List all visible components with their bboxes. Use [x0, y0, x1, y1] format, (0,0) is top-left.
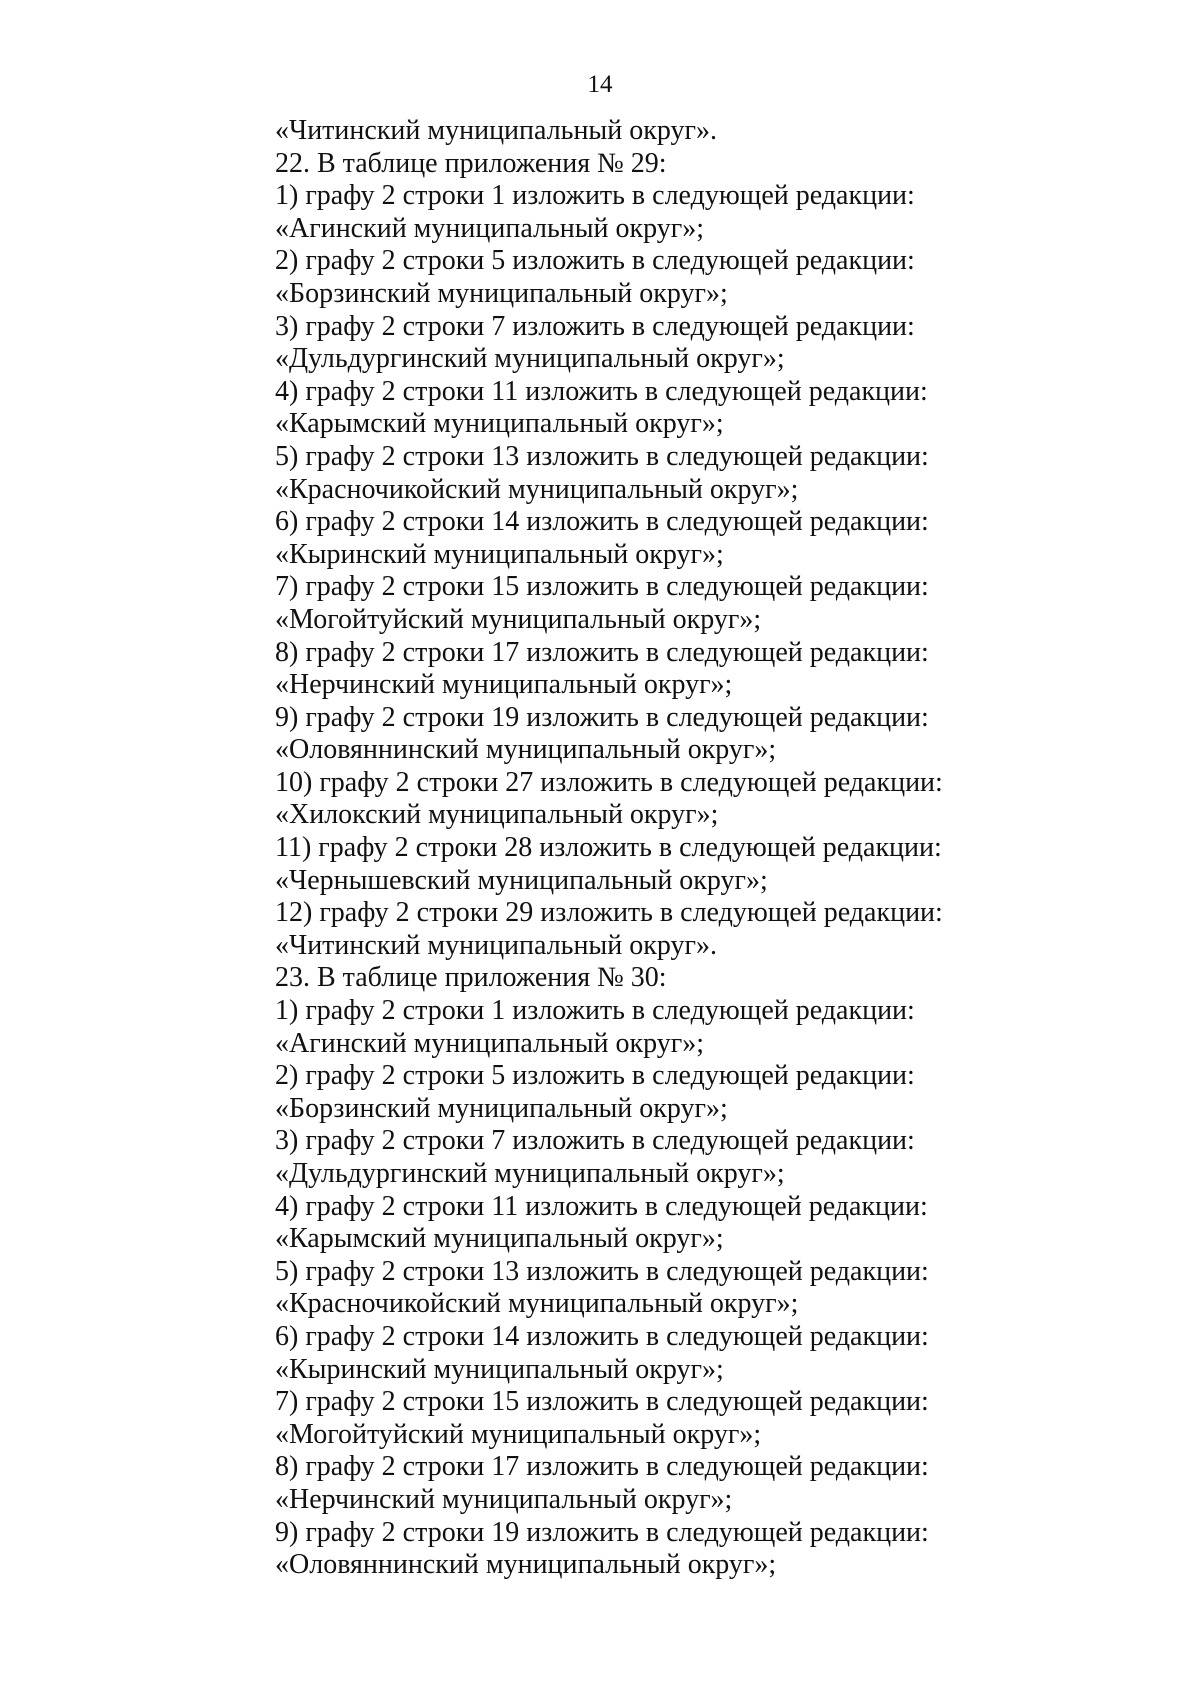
text-line: «Читинский муниципальный округ».: [275, 929, 717, 961]
text-line: «Борзинский муниципальный округ»;: [275, 1092, 728, 1124]
text-line: «Агинский муниципальный округ»;: [275, 212, 705, 244]
text-line: 9) графу 2 строки 19 изложить в следующей редакции:: [275, 701, 929, 733]
text-line: «Борзинский муниципальный округ»;: [275, 277, 728, 309]
text-line: 3) графу 2 строки 7 изложить в следующей редакции:: [275, 1125, 915, 1157]
text-line: 10) графу 2 строки 27 изложить в следующей редакции:: [275, 766, 943, 798]
text-line: «Читинский муниципальный округ».: [275, 115, 717, 146]
text-line: 1) графу 2 строки 1 изложить в следующей редакции:: [275, 995, 915, 1027]
text-line: 8) графу 2 строки 17 изложить в следующей редакции:: [275, 1451, 929, 1483]
text-line: 3) графу 2 строки 7 изложить в следующей редакции:: [275, 310, 915, 342]
text-line: 1) графу 2 строки 1 изложить в следующей редакции:: [275, 180, 915, 212]
text-line: 6) графу 2 строки 14 изложить в следующей редакции:: [275, 506, 929, 538]
text-line: «Красночикойский муниципальный округ»;: [275, 1288, 799, 1320]
text-line: «Карымский муниципальный округ»;: [275, 408, 724, 440]
text-line: 7) графу 2 строки 15 изложить в следующей редакции:: [275, 571, 929, 603]
text-line: 5) графу 2 строки 13 изложить в следующей редакции:: [275, 440, 929, 472]
text-line: «Чернышевский муниципальный округ»;: [275, 864, 768, 896]
text-line: «Дульдургинский муниципальный округ»;: [275, 343, 785, 375]
text-line: 22. В таблице приложения № 29:: [275, 147, 667, 179]
text-line: «Могойтуйский муниципальный округ»;: [275, 603, 762, 635]
text-line: «Карымский муниципальный округ»;: [275, 1223, 724, 1255]
text-line: 9) графу 2 строки 19 изложить в следующей редакции:: [275, 1516, 929, 1548]
text-line: «Оловяннинский муниципальный округ»;: [275, 734, 777, 766]
text-line: 7) графу 2 строки 15 изложить в следующей редакции:: [275, 1386, 929, 1418]
text-line: 23. В таблице приложения № 30:: [275, 962, 667, 994]
text-line: «Кыринский муниципальный округ»;: [275, 1353, 724, 1385]
document-body: [275, 115, 1135, 1582]
text-line: «Оловяннинский муниципальный округ»;: [275, 1549, 777, 1581]
text-line: 2) графу 2 строки 5 изложить в следующей редакции:: [275, 245, 915, 277]
text-line: 2) графу 2 строки 5 изложить в следующей редакции:: [275, 1060, 915, 1092]
text-line: «Хилокский муниципальный округ»;: [275, 799, 719, 831]
text-line: 4) графу 2 строки 11 изложить в следующей редакции:: [275, 375, 928, 407]
text-line: «Дульдургинский муниципальный округ»;: [275, 1158, 785, 1189]
text-line: «Кыринский муниципальный округ»;: [275, 538, 724, 570]
text-line: 8) графу 2 строки 17 изложить в следующей редакции:: [275, 636, 929, 668]
text-line: «Агинский муниципальный округ»;: [275, 1027, 705, 1059]
text-line: «Красночикойский муниципальный округ»;: [275, 473, 799, 505]
text-line: 12) графу 2 строки 29 изложить в следующей редакции:: [275, 897, 943, 929]
text-line: «Нерчинский муниципальный округ»;: [275, 669, 733, 701]
page-number: 14: [587, 71, 613, 98]
text-line: 5) графу 2 строки 13 изложить в следующей редакции:: [275, 1255, 929, 1287]
text-line: «Могойтуйский муниципальный округ»;: [275, 1418, 762, 1450]
text-line: 6) графу 2 строки 14 изложить в следующей редакции:: [275, 1320, 929, 1352]
text-line: 11) графу 2 строки 28 изложить в следующей редакции:: [275, 832, 942, 864]
text-line: «Нерчинский муниципальный округ»;: [275, 1483, 733, 1515]
text-line: 4) графу 2 строки 11 изложить в следующей редакции:: [275, 1190, 928, 1222]
